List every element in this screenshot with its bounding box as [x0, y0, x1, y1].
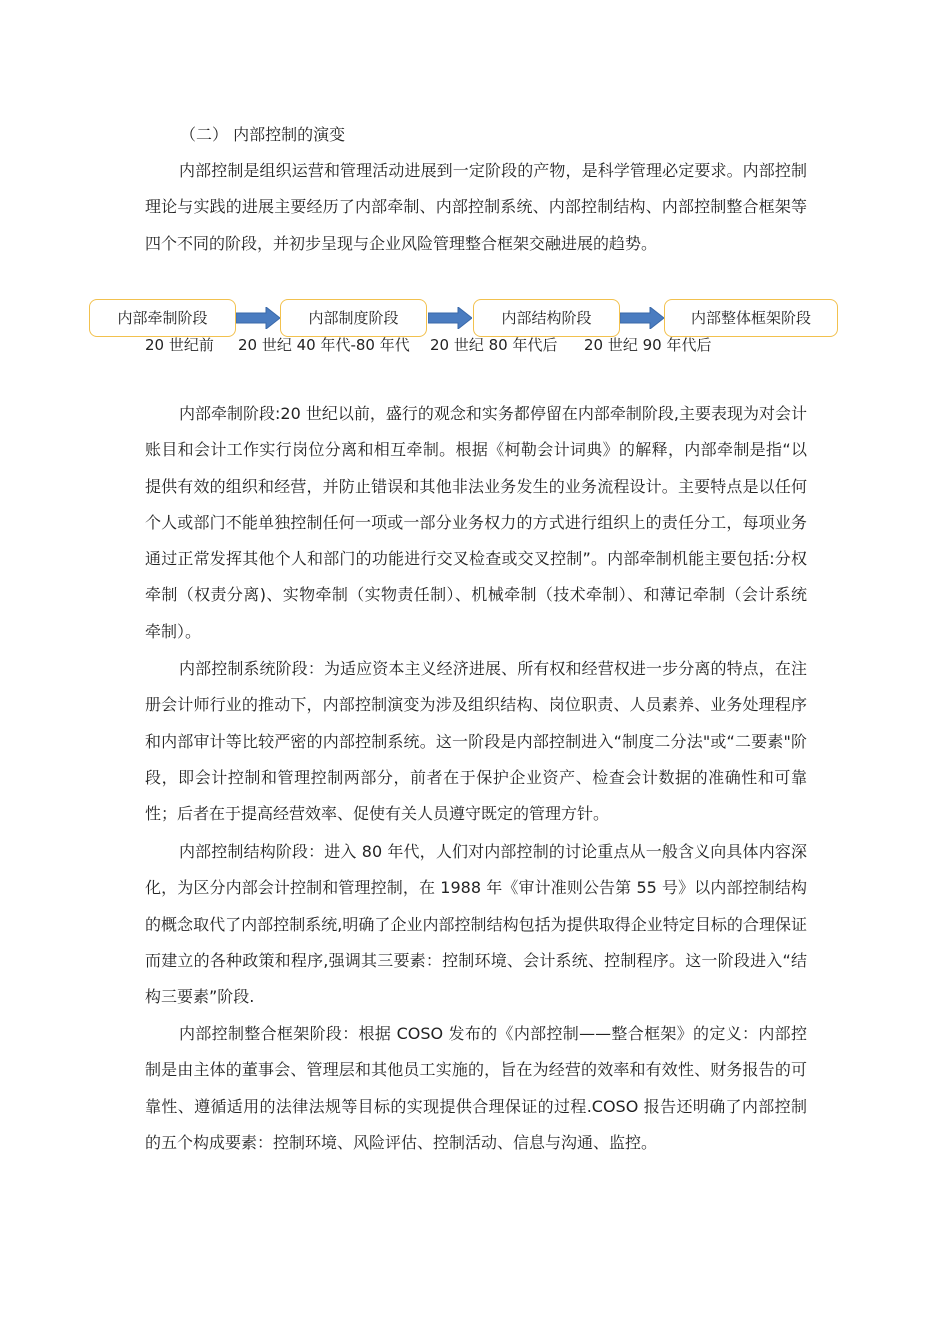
stage-box-integrated-framework: 内部整体框架阶段 [664, 299, 838, 337]
paragraph-internal-check: 内部牵制阶段:20 世纪以前，盛行的观念和实务都停留在内部牵制阶段,主要表现为对会计账目和会计工作实行岗位分离和相互牵制。根据《柯勒会计词典》的解释，内部牵制是指“以提供有效的组织和经营，并防止错误和其他非法业务发生的业务流程设计。主要特点是以任何个人或部门不能单独控制任何一项或一部分业务权力的方式进行组织上的责任分工，每项业务通过正常发挥其他个人和部门的功能进行交叉检查或交叉控制”。内部牵制机能主要包括:分权牵制（权责分离)、实物牵制（实物责任制）、机械牵制（技术牵制）、和薄记牵制（会计系统牵制）。 [145, 404, 807, 641]
paragraph-integrated-framework: 内部控制整合框架阶段：根据 COSO 发布的《内部控制——整合框架》的定义：内部控制是由主体的董事会、管理层和其他员工实施的，旨在为经营的效率和有效性、财务报告的可靠性、遵循适用的法律法规等目标的实现提供合理保证的过程.COSO 报告还明确了内部控制的五个构成要素：控制环境、风险评估、控制活动、信息与沟通、监控。 [145, 1024, 807, 1152]
stage-period-label: 20 世纪 40 年代-80 年代 [238, 336, 410, 354]
evolution-flowchart [0, 290, 950, 370]
paragraph-internal-control-structure: 内部控制结构阶段：进入 80 年代，人们对内部控制的讨论重点从一般含义向具体内容深化，为区分内部会计控制和管理控制，在 1988 年《审计准则公告第 55 号》以内部控制结构的概念取代了内部控制系统,明确了企业内部控制结构包括为提供取得企业特定目标的合理保证而建立的各种政策和程序,强调其三要素：控制环境、会计系统、控制程序。这一阶段进入“结构三要素”阶段. [145, 842, 807, 1007]
arrow-icon [620, 307, 664, 329]
stage-period-label: 20 世纪 90 年代后 [584, 336, 712, 354]
arrow-icon [428, 307, 472, 329]
intro-paragraph: 内部控制是组织运营和管理活动进展到一定阶段的产物，是科学管理必定要求。内部控制理论与实践的进展主要经历了内部牵制、内部控制系统、内部控制结构、内部控制整合框架等四个不同的阶段，并初步呈现与企业风险管理整合框架交融进展的趋势。 [145, 161, 807, 253]
arrow-icon [236, 307, 280, 329]
stage-period-label: 20 世纪 80 年代后 [430, 336, 558, 354]
paragraph-internal-control-system: 内部控制系统阶段：为适应资本主义经济进展、所有权和经营权进一步分离的特点，在注册会计师行业的推动下，内部控制演变为涉及组织结构、岗位职责、人员素养、业务处理程序和内部审计等比较严密的内部控制系统。这一阶段是内部控制进入“制度二分法"或“二要素"阶段，即会计控制和管理控制两部分，前者在于保护企业资产、检查会计数据的准确性和可靠性；后者在于提高经营效率、促使有关人员遵守既定的管理方针。 [145, 659, 807, 824]
stage-box-internal-system: 内部制度阶段 [280, 299, 427, 337]
section-heading: （二） 内部控制的演变 [180, 125, 346, 144]
stage-box-internal-structure: 内部结构阶段 [473, 299, 620, 337]
stage-period-label: 20 世纪前 [145, 336, 214, 354]
stage-box-internal-check: 内部牵制阶段 [89, 299, 236, 337]
